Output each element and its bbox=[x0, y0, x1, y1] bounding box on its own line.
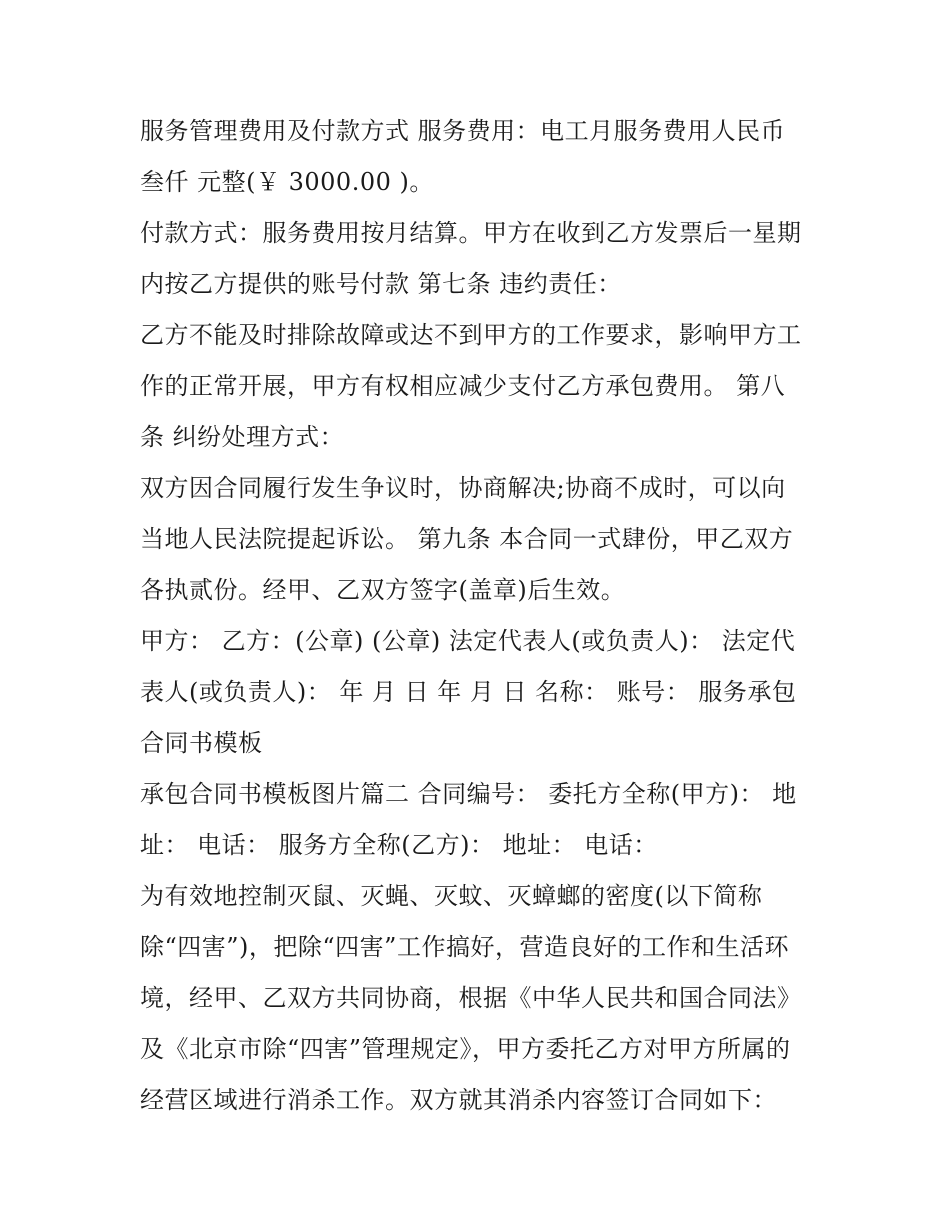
text-line: 各执贰份。经甲、乙双方签字(盖章)后生效。 bbox=[140, 576, 626, 604]
text-line: 当地人民法院提起诉讼。 第九条 本合同一式肆份，甲乙双方 bbox=[140, 525, 794, 553]
text-line: 作的正常开展，甲方有权相应减少支付乙方承包费用。 第八 bbox=[140, 372, 786, 400]
text-line: 叁仟 元整(￥ 3000.00 )。 bbox=[140, 168, 434, 196]
text-line: 为有效地控制灭鼠、灭蝇、灭蚊、灭蟑螂的密度(以下简称 bbox=[140, 882, 763, 910]
document-body bbox=[140, 106, 820, 1126]
text-line: 乙方不能及时排除故障或达不到甲方的工作要求，影响甲方工 bbox=[140, 321, 802, 349]
text-line: 双方因合同履行发生争议时，协商解决;协商不成时，可以向 bbox=[140, 474, 786, 502]
text-line: 甲方： 乙方：(公章) (公章) 法定代表人(或负责人)： 法定代 bbox=[140, 627, 796, 655]
text-line: 内按乙方提供的账号付款 第七条 违约责任： bbox=[140, 270, 622, 298]
text-line: 境，经甲、乙双方共同协商，根据《中华人民共和国合同法》 bbox=[140, 984, 802, 1012]
text-line: 承包合同书模板图片篇二 合同编号： 委托方全称(甲方)： 地 bbox=[140, 780, 797, 808]
text-line: 付款方式：服务费用按月结算。甲方在收到乙方发票后一星期 bbox=[140, 219, 802, 247]
text-line: 服务管理费用及付款方式 服务费用：电工月服务费用人民币 bbox=[140, 117, 786, 145]
text-line: 址： 电话： 服务方全称(乙方)： 地址： 电话： bbox=[140, 831, 658, 859]
text-line: 合同书模板 bbox=[140, 729, 263, 757]
text-line: 除“四害”)，把除“四害”工作搞好，营造良好的工作和生活环 bbox=[140, 933, 789, 961]
text-line: 经营区域进行消杀工作。双方就其消杀内容签订合同如下： bbox=[140, 1086, 777, 1114]
text-line: 表人(或负责人)： 年 月 日 年 月 日 名称： 账号： 服务承包 bbox=[140, 678, 797, 706]
text-line: 条 纠纷处理方式： bbox=[140, 423, 345, 451]
text-line: 及《北京市除“四害”管理规定》，甲方委托乙方对甲方所属的 bbox=[140, 1035, 791, 1063]
